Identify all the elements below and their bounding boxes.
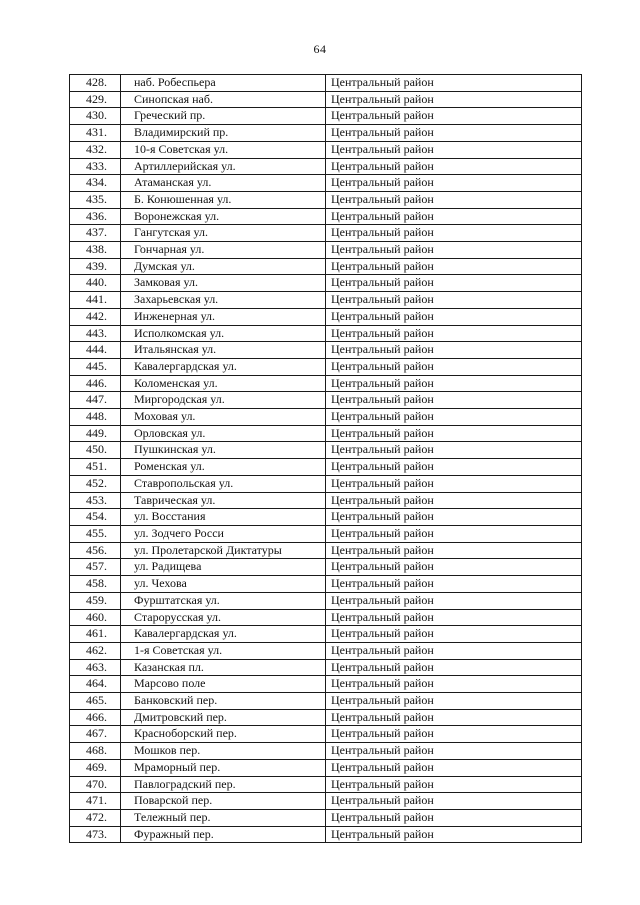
row-number-cell: 445. (70, 358, 121, 375)
district-name-cell: Центральный район (326, 559, 582, 576)
table-row (70, 141, 582, 158)
district-name-cell: Центральный район (326, 442, 582, 459)
street-name-cell: Роменская ул. (121, 459, 326, 476)
row-number-cell: 460. (70, 609, 121, 626)
row-number-cell: 447. (70, 392, 121, 409)
street-name-cell: Старорусская ул. (121, 609, 326, 626)
row-number-cell: 457. (70, 559, 121, 576)
table-row (70, 793, 582, 810)
district-name-cell: Центральный район (326, 275, 582, 292)
row-number-cell: 472. (70, 809, 121, 826)
street-name-cell: ул. Восстания (121, 509, 326, 526)
street-name-cell: Греческий пр. (121, 108, 326, 125)
table-row (70, 275, 582, 292)
district-name-cell: Центральный район (326, 626, 582, 643)
street-name-cell: Таврическая ул. (121, 492, 326, 509)
row-number-cell: 468. (70, 743, 121, 760)
street-name-cell: Замковая ул. (121, 275, 326, 292)
street-name-cell: Инженерная ул. (121, 308, 326, 325)
row-number-cell: 441. (70, 292, 121, 309)
street-name-cell: Фуражный пер. (121, 826, 326, 843)
row-number-cell: 471. (70, 793, 121, 810)
row-number-cell: 451. (70, 459, 121, 476)
street-name-cell: Захарьевская ул. (121, 292, 326, 309)
table-row (70, 542, 582, 559)
street-name-cell: Думская ул. (121, 258, 326, 275)
table-row (70, 425, 582, 442)
row-number-cell: 473. (70, 826, 121, 843)
table-row (70, 292, 582, 309)
table-row (70, 809, 582, 826)
table-row (70, 242, 582, 259)
row-number-cell: 463. (70, 659, 121, 676)
street-name-cell: Миргородская ул. (121, 392, 326, 409)
table-row (70, 175, 582, 192)
table-row (70, 308, 582, 325)
district-name-cell: Центральный район (326, 409, 582, 426)
row-number-cell: 458. (70, 576, 121, 593)
table-row (70, 676, 582, 693)
row-number-cell: 436. (70, 208, 121, 225)
row-number-cell: 459. (70, 592, 121, 609)
table-row (70, 609, 582, 626)
district-name-cell: Центральный район (326, 425, 582, 442)
row-number-cell: 449. (70, 425, 121, 442)
table-row (70, 258, 582, 275)
district-name-cell: Центральный район (326, 726, 582, 743)
street-name-cell: Артиллерийская ул. (121, 158, 326, 175)
street-name-cell: Моховая ул. (121, 409, 326, 426)
row-number-cell: 462. (70, 642, 121, 659)
street-name-cell: Красноборский пер. (121, 726, 326, 743)
row-number-cell: 434. (70, 175, 121, 192)
district-name-cell: Центральный район (326, 826, 582, 843)
street-name-cell: Мраморный пер. (121, 759, 326, 776)
table-row (70, 125, 582, 142)
district-name-cell: Центральный район (326, 358, 582, 375)
street-name-cell: Исполкомская ул. (121, 325, 326, 342)
table-row (70, 592, 582, 609)
district-name-cell: Центральный район (326, 158, 582, 175)
street-name-cell: Итальянская ул. (121, 342, 326, 359)
row-number-cell: 452. (70, 475, 121, 492)
table-row (70, 826, 582, 843)
district-name-cell: Центральный район (326, 258, 582, 275)
district-name-cell: Центральный район (326, 693, 582, 710)
street-name-cell: Павлоградский пер. (121, 776, 326, 793)
table-row (70, 409, 582, 426)
row-number-cell: 454. (70, 509, 121, 526)
table-row (70, 108, 582, 125)
district-name-cell: Центральный район (326, 392, 582, 409)
district-name-cell: Центральный район (326, 459, 582, 476)
row-number-cell: 440. (70, 275, 121, 292)
district-name-cell: Центральный район (326, 592, 582, 609)
district-name-cell: Центральный район (326, 793, 582, 810)
district-name-cell: Центральный район (326, 175, 582, 192)
table-row (70, 392, 582, 409)
street-name-cell: Поварской пер. (121, 793, 326, 810)
district-name-cell: Центральный район (326, 542, 582, 559)
district-name-cell: Центральный район (326, 325, 582, 342)
row-number-cell: 450. (70, 442, 121, 459)
row-number-cell: 443. (70, 325, 121, 342)
street-name-cell: Ставропольская ул. (121, 475, 326, 492)
row-number-cell: 470. (70, 776, 121, 793)
table-row (70, 492, 582, 509)
table-row (70, 325, 582, 342)
district-name-cell: Центральный район (326, 743, 582, 760)
table-row (70, 375, 582, 392)
table-row (70, 208, 582, 225)
street-name-cell: Дмитровский пер. (121, 709, 326, 726)
district-name-cell: Центральный район (326, 659, 582, 676)
table-row (70, 759, 582, 776)
table-row (70, 659, 582, 676)
table-row (70, 709, 582, 726)
row-number-cell: 446. (70, 375, 121, 392)
row-number-cell: 430. (70, 108, 121, 125)
street-name-cell: ул. Радищева (121, 559, 326, 576)
table-row (70, 91, 582, 108)
street-name-cell: Кавалергардская ул. (121, 358, 326, 375)
district-name-cell: Центральный район (326, 759, 582, 776)
district-name-cell: Центральный район (326, 108, 582, 125)
table-row (70, 559, 582, 576)
table-row (70, 726, 582, 743)
row-number-cell: 469. (70, 759, 121, 776)
table-row (70, 626, 582, 643)
table-row (70, 358, 582, 375)
district-name-cell: Центральный район (326, 141, 582, 158)
district-name-cell: Центральный район (326, 242, 582, 259)
district-name-cell: Центральный район (326, 375, 582, 392)
street-name-cell: Атаманская ул. (121, 175, 326, 192)
row-number-cell: 467. (70, 726, 121, 743)
street-name-cell: Коломенская ул. (121, 375, 326, 392)
street-name-cell: наб. Робеспьера (121, 75, 326, 92)
table-row (70, 743, 582, 760)
street-name-cell: Синопская наб. (121, 91, 326, 108)
district-name-cell: Центральный район (326, 308, 582, 325)
row-number-cell: 429. (70, 91, 121, 108)
row-number-cell: 428. (70, 75, 121, 92)
table-row (70, 342, 582, 359)
district-name-cell: Центральный район (326, 509, 582, 526)
table-row (70, 75, 582, 92)
district-name-cell: Центральный район (326, 492, 582, 509)
district-name-cell: Центральный район (326, 609, 582, 626)
district-name-cell: Центральный район (326, 776, 582, 793)
street-name-cell: Тележный пер. (121, 809, 326, 826)
table-row (70, 642, 582, 659)
page-number: 64 (313, 42, 327, 56)
row-number-cell: 455. (70, 525, 121, 542)
row-number-cell: 435. (70, 191, 121, 208)
street-name-cell: Мошков пер. (121, 743, 326, 760)
district-name-cell: Центральный район (326, 125, 582, 142)
street-name-cell: Владимирский пр. (121, 125, 326, 142)
district-name-cell: Центральный район (326, 75, 582, 92)
row-number-cell: 448. (70, 409, 121, 426)
row-number-cell: 464. (70, 676, 121, 693)
street-name-cell: Гангутская ул. (121, 225, 326, 242)
district-name-cell: Центральный район (326, 191, 582, 208)
district-name-cell: Центральный район (326, 809, 582, 826)
district-name-cell: Центральный район (326, 525, 582, 542)
street-name-cell: Кавалергардская ул. (121, 626, 326, 643)
row-number-cell: 456. (70, 542, 121, 559)
row-number-cell: 465. (70, 693, 121, 710)
table-row (70, 225, 582, 242)
street-name-cell: Марсово поле (121, 676, 326, 693)
table-row (70, 525, 582, 542)
table-row (70, 776, 582, 793)
district-name-cell: Центральный район (326, 292, 582, 309)
row-number-cell: 439. (70, 258, 121, 275)
table-row (70, 459, 582, 476)
row-number-cell: 466. (70, 709, 121, 726)
district-name-cell: Центральный район (326, 676, 582, 693)
district-name-cell: Центральный район (326, 208, 582, 225)
district-name-cell: Центральный район (326, 342, 582, 359)
row-number-cell: 453. (70, 492, 121, 509)
table-row (70, 693, 582, 710)
street-name-cell: ул. Пролетарской Диктатуры (121, 542, 326, 559)
street-name-cell: Гончарная ул. (121, 242, 326, 259)
table-row (70, 191, 582, 208)
table-body (70, 75, 582, 843)
street-name-cell: Пушкинская ул. (121, 442, 326, 459)
row-number-cell: 432. (70, 141, 121, 158)
district-name-cell: Центральный район (326, 576, 582, 593)
row-number-cell: 461. (70, 626, 121, 643)
district-name-cell: Центральный район (326, 642, 582, 659)
district-name-cell: Центральный район (326, 709, 582, 726)
row-number-cell: 442. (70, 308, 121, 325)
street-name-cell: 1-я Советская ул. (121, 642, 326, 659)
street-name-cell: Фурштатская ул. (121, 592, 326, 609)
row-number-cell: 431. (70, 125, 121, 142)
street-name-cell: Б. Конюшенная ул. (121, 191, 326, 208)
table-row (70, 509, 582, 526)
table-row (70, 158, 582, 175)
street-name-cell: Казанская пл. (121, 659, 326, 676)
district-name-cell: Центральный район (326, 91, 582, 108)
district-name-cell: Центральный район (326, 475, 582, 492)
table-row (70, 442, 582, 459)
row-number-cell: 433. (70, 158, 121, 175)
street-name-cell: Банковский пер. (121, 693, 326, 710)
row-number-cell: 444. (70, 342, 121, 359)
row-number-cell: 438. (70, 242, 121, 259)
street-name-cell: 10-я Советская ул. (121, 141, 326, 158)
district-name-cell: Центральный район (326, 225, 582, 242)
street-name-cell: Воронежская ул. (121, 208, 326, 225)
street-district-table (69, 74, 582, 843)
table-row (70, 475, 582, 492)
table-row (70, 576, 582, 593)
street-name-cell: Орловская ул. (121, 425, 326, 442)
street-name-cell: ул. Зодчего Росси (121, 525, 326, 542)
row-number-cell: 437. (70, 225, 121, 242)
street-name-cell: ул. Чехова (121, 576, 326, 593)
